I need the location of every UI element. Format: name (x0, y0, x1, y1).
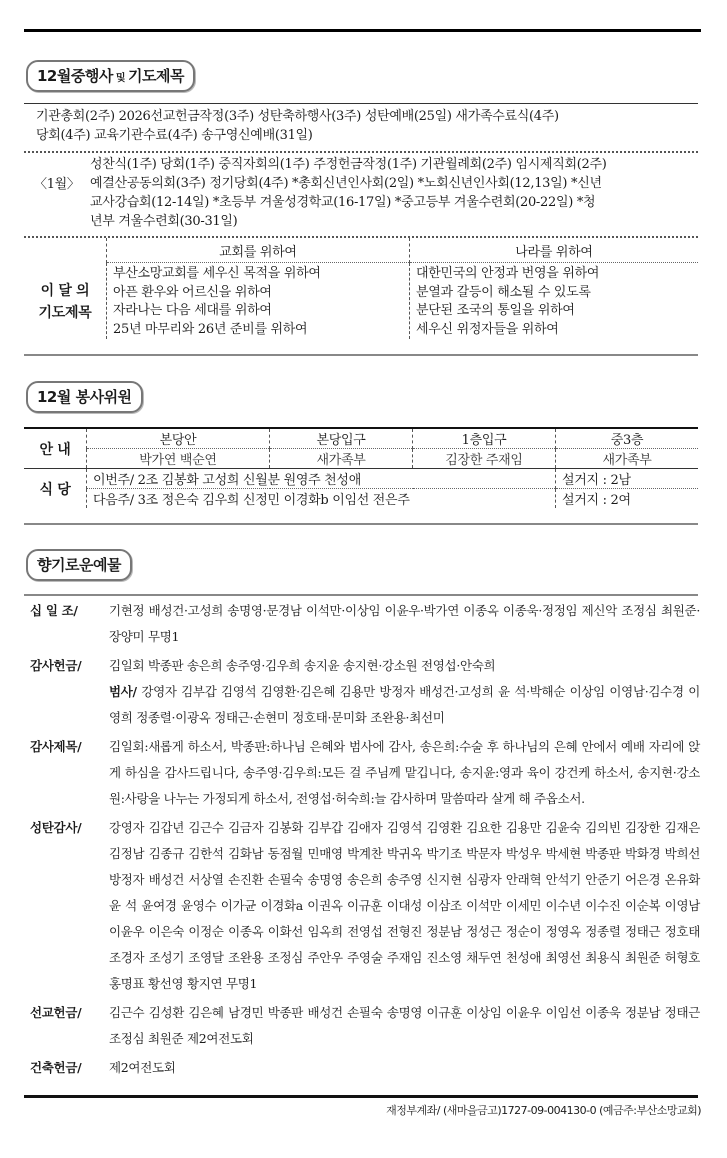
offering-names: 김근수 김성환 김은혜 남경민 박종판 배성건 손필숙 송명영 이규훈 이상임 이윤우 이임선 이종욱 정분남 정태근 조정심 최원준 제2여전도회 (109, 1005, 700, 1046)
offering-key: 감사제목/ (30, 739, 82, 754)
offering-thanks-topics (30, 734, 700, 812)
december-events-line-2: 당회(4주) 교육기관수료(4주) 송구영신예배(31일) (36, 128, 313, 143)
offering-key: 성탄감사/ (30, 820, 82, 835)
offering-subnames: 강영자 김부갑 김영석 김영환·김은혜 김용만 방정자 배성건·고성희 윤 석·박해순 이상임 이영남·김수경 이영희 정종렬·이광옥 정태근·손현미 정호태·문미화 조완용·최선미 (109, 684, 700, 725)
offering-christmas (30, 815, 700, 997)
january-events-line-2: 예결산공동의회(3주) 정기당회(4주) *총회신년인사회(2일) *노회신년인사회(12,13일) *신년 (90, 176, 602, 191)
prayer-label-line-1: 이 달 의 (40, 282, 90, 299)
section-title-offerings: 향기로운예물 (26, 549, 132, 581)
offering-key: 건축헌금/ (30, 1060, 82, 1075)
prayer-label (24, 238, 107, 339)
kitchen-dish-this-week: 설거지 : 2남 (556, 469, 699, 489)
offering-names: 김일회:새롭게 하소서, 박종판:하나님 은혜와 범사에 감사, 송은희:수술 후 하나님의 은혜 안에서 예배 자리에 앉게 하심을 감사드립니다, 송주영·김우희:모든 걸 주님께 맡깁니다, 송지윤:영과 육이 강건케 하소서, 송지현·강소원:사랑을 나누는 가정되게 하소서, 전영섭·허숙희:늘 감사하며 말씀따라 살게 해 주옵소서. (109, 739, 700, 806)
offering-thanks (30, 653, 700, 679)
offering-names: 기현정 배성건·고성희 송명영·문경남 이석만·이상임 이윤우·박가연 이종옥 이종욱·정정임 제신악 조정심 최원준·장양미 무명1 (109, 603, 700, 644)
prayer-label-line-2: 기도제목 (38, 304, 92, 321)
prayer-topics-table (24, 238, 698, 339)
offering-subkey: 범사/ (109, 684, 137, 699)
section-title-main: 12월중행사 (37, 67, 113, 85)
offering-tithe (30, 598, 700, 650)
offering-names: 강영자 김갑년 김근수 김금자 김봉화 김부갑 김애자 김영석 김영환 김요한 김용만 김윤숙 김의빈 김장한 김재은 김정남 김종규 김한석 김화남 동점월 민매영 박계찬 박귀옥 박기조 박문자 박성우 박세현 박종판 박화경 박희선 방정자 배성건 서상열 손진환 손필숙 송명영 송은희 송주영 신지현 심광자 안래혁 안석기 안준기 어은경 온유화 윤 석 윤여경 윤영수 이가균 이경화a 이권옥 이규훈 이대성 이삼조 이석만 이세민 이수년 이수진 이순복 이영남 이윤우 이은숙 이정순 이종옥 이화선 임옥희 전영섭 전형진 정분남 정성근 정순이 정영옥 정종렬 정태근 정호태 조경자 조성기 조영달 조완용 조정심 주안우 주영술 주재임 진소영 채두연 천성애 최영선 최용식 최원준 허형호 홍명표 황선영 황지연 무명1 (109, 820, 700, 991)
divider (24, 354, 698, 356)
church-prayer-item: 25년 마무리와 26년 준비를 위하여 (113, 321, 308, 337)
nation-prayer-item: 분열과 갈등이 해소될 수 있도록 (416, 284, 591, 300)
december-events-line-1: 기관총회(2주) 2026선교헌금작정(3주) 성탄축하행사(3주) 성탄예배(25일) 새가족수료식(4주) (36, 109, 559, 124)
divider (24, 103, 698, 104)
offering-names: 제2여전도회 (109, 1060, 176, 1075)
bank-account: 재정부계좌/ (새마을금고)1727-09-004130-0 (예금주:부산소망교회) (386, 1104, 701, 1117)
spacer (30, 679, 109, 731)
church-prayer-header: 교회를 위하여 (107, 238, 410, 263)
church-prayer-item: 부산소망교회를 세우신 목적을 위하여 (113, 266, 321, 281)
divider (24, 523, 698, 525)
divider (24, 594, 698, 596)
kitchen-next-week: 다음주/ 3조 정은숙 김우희 신정민 이경화b 이임선 전은주 (87, 489, 556, 509)
offering-names (109, 679, 700, 731)
guide-value: 박가연 백순연 (87, 449, 270, 469)
section-title-volunteers: 12월 봉사위원 (26, 381, 143, 413)
january-events-line-4: 년부 겨울수련회(30-31일) (90, 214, 238, 229)
guide-header: 1층입구 (413, 429, 556, 449)
kitchen-this-week: 이번주/ 2조 김봉화 고성희 신월분 원영주 천성애 (87, 469, 556, 489)
offering-thanks-general (30, 679, 700, 731)
nation-prayer-item: 분단된 조국의 통일을 위하여 (416, 303, 575, 318)
guide-value: 새가족부 (270, 449, 413, 469)
nation-prayer-item: 대한민국의 안정과 번영을 위하여 (416, 266, 600, 281)
church-prayer-item: 아픈 환우와 어르신을 위하여 (113, 284, 272, 300)
volunteers-table (24, 429, 698, 508)
offering-mission (30, 1000, 700, 1052)
divider (24, 151, 698, 153)
guide-header: 중3층 (556, 429, 699, 449)
guide-value: 김장한 주재임 (413, 449, 556, 469)
kitchen-label: 식 당 (39, 481, 71, 498)
offerings-list (30, 598, 700, 1084)
guide-header: 본당안 (87, 429, 270, 449)
offering-key: 십 일 조/ (30, 603, 78, 618)
guide-value: 새가족부 (556, 449, 699, 469)
kitchen-dish-next-week: 설거지 : 2여 (556, 489, 699, 509)
nation-prayer-header: 나라를 위하여 (410, 238, 699, 263)
section-title-connector: 및 (112, 73, 128, 84)
top-rule (24, 29, 701, 32)
guide-header: 본당입구 (270, 429, 413, 449)
offering-key: 선교헌금/ (30, 1005, 82, 1020)
church-prayer-item: 자라나는 다음 세대를 위하여 (113, 303, 272, 318)
offering-names: 김일회 박종판 송은희 송주영·김우희 송지윤 송지현·강소원 전영섭·안숙희 (109, 658, 496, 673)
footer-rule (24, 1095, 698, 1098)
january-events-line-3: 교사강습회(12-14일) *초등부 겨울성경학교(16-17일) *중고등부 겨울수련회(20-22일) *청 (90, 195, 596, 210)
january-label: 〈1월〉 (34, 177, 80, 192)
january-events-line-1: 성찬식(1주) 당회(1주) 중직자회의(1주) 주정헌금작정(1주) 기관월례회(2주) 임시제직회(2주) (90, 157, 607, 172)
guide-label: 안 내 (24, 429, 87, 469)
nation-prayer-list (410, 263, 699, 340)
nation-prayer-item: 세우신 위정자들을 위하여 (416, 321, 559, 337)
offering-key: 감사헌금/ (30, 658, 82, 673)
section-title-tail: 기도제목 (127, 67, 184, 85)
church-prayer-list (107, 263, 410, 340)
offering-building (30, 1055, 700, 1081)
section-title-events (26, 60, 195, 92)
